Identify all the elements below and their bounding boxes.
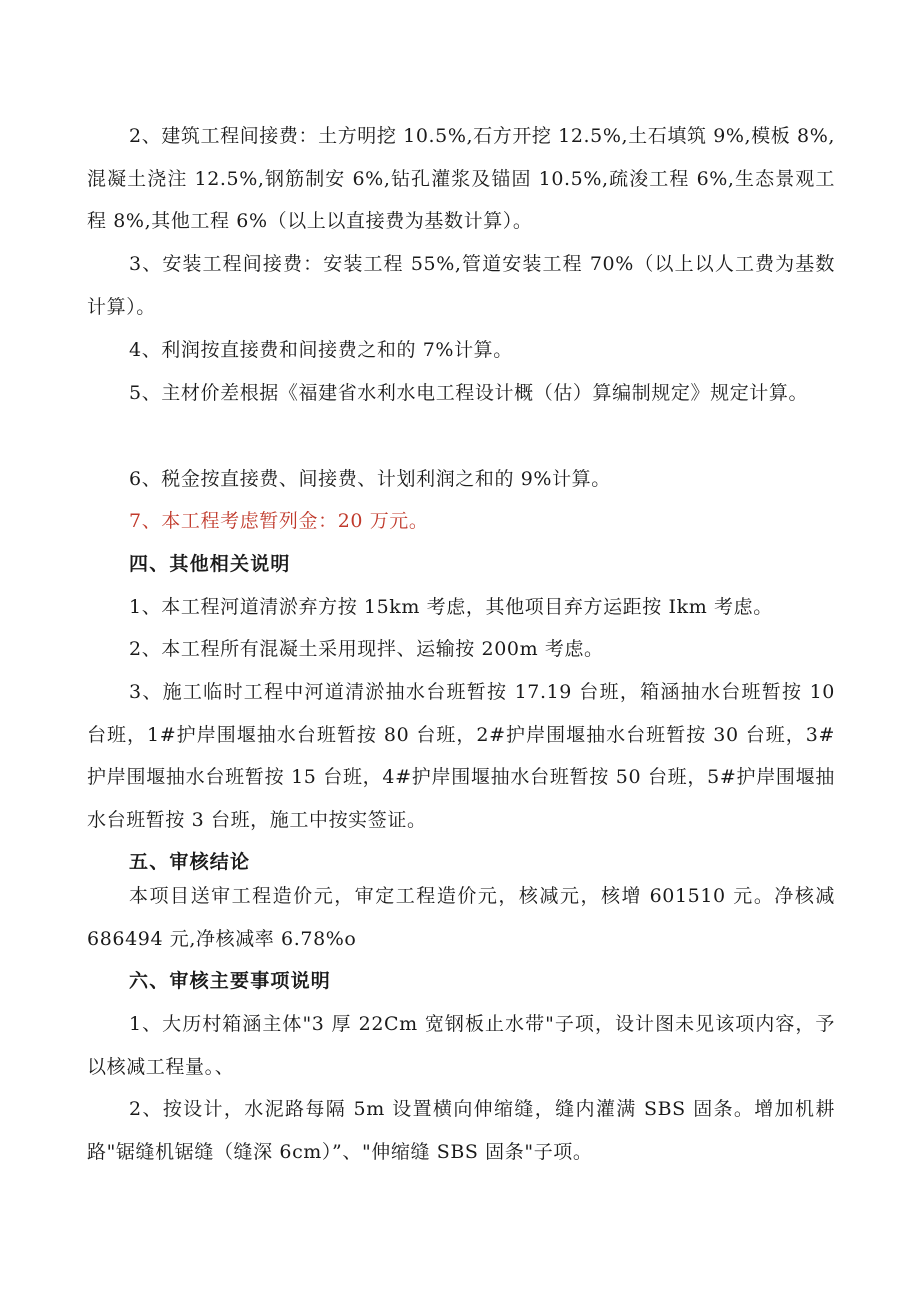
paragraph-material-price-diff: 5、主材价差根据《福建省水利水电工程设计概（估）算编制规定》规定计算。	[129, 382, 809, 404]
paragraph-audit-result: 本项目送审工程造价元，审定工程造价元，核减元，核增 601510 元。净核减 686494 元,净核减率 6.78%o	[87, 885, 835, 950]
paragraph-building-indirect-fee: 2、建筑工程间接费：土方明挖 10.5%,石方开挖 12.5%,土石填筑 9%,模板 8%,混凝土浇注 12.5%,钢筋制安 6%,钻孔灌浆及锚固 10.5%,疏浚工程 6%,生态景观工程 8%,其他工程 6%（以上以直接费为基数计算）。	[87, 125, 836, 232]
section-heading-other-notes: 四、其他相关说明	[129, 553, 291, 575]
paragraph-dredging-disposal: 1、本工程河道清淤弃方按 15km 考虑，其他项目弃方运距按 Ikm 考虑。	[129, 596, 773, 618]
paragraph-provisional-sum: 7、本工程考虑暂列金：20 万元。	[129, 510, 429, 532]
paragraph-expansion-joint: 2、按设计，水泥路每隔 5m 设置横向伸缩缝，缝内灌满 SBS 固条。增加机耕路"锯缝机锯缝（缝深 6cm）”、"伸缩缝 SBS 固条"子项。	[87, 1098, 835, 1163]
paragraph-culvert-waterstop: 1、大历村箱涵主体"3 厚 22Cm 宽钢板止水带"子项，设计图未见该项内容，予以核减工程量。、	[87, 1013, 835, 1078]
section-heading-audit-conclusion: 五、审核结论	[129, 851, 251, 873]
paragraph-install-indirect-fee: 3、安装工程间接费：安装工程 55%,管道安装工程 70%（以上以人工费为基数计算）。	[87, 253, 835, 318]
section-heading-audit-matters: 六、审核主要事项说明	[129, 970, 332, 992]
paragraph-pumping-shifts: 3、施工临时工程中河道清淤抽水台班暂按 17.19 台班，箱涵抽水台班暂按 10 台班，1#护岸围堰抽水台班暂按 80 台班，2#护岸围堰抽水台班暂按 30 台班，3#护岸围堰抽水台班暂按 15 台班，4#护岸围堰抽水台班暂按 50 台班，5#护岸围堰抽水台班暂按 3 台班，施工中按实签证。	[87, 681, 835, 831]
paragraph-concrete: 2、本工程所有混凝土采用现拌、运输按 200m 考虑。	[129, 638, 604, 660]
paragraph-tax: 6、税金按直接费、间接费、计划利润之和的 9%计算。	[129, 468, 611, 490]
paragraph-profit: 4、利润按直接费和间接费之和的 7%计算。	[129, 339, 513, 361]
